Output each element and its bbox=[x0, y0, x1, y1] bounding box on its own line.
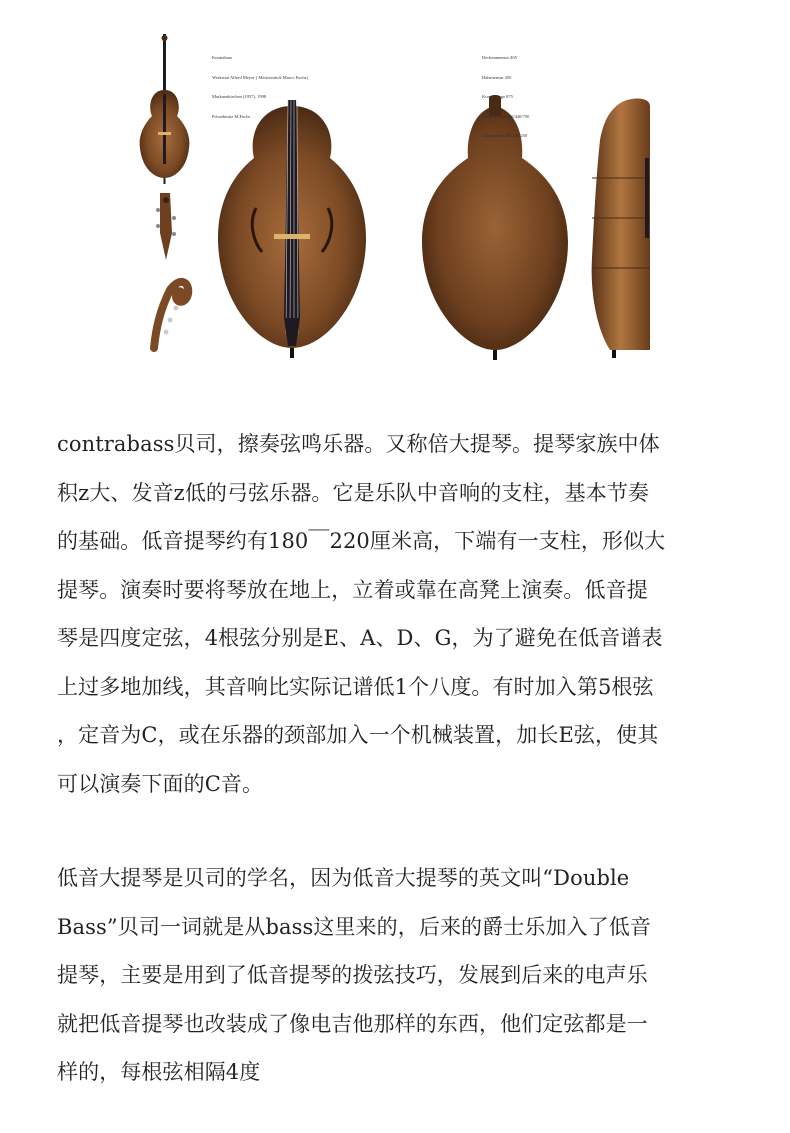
text-line: ，定音为C，或在乐器的颈部加入一个机械装置，加长E弦，使其 bbox=[57, 723, 659, 747]
text-line: 积z大、发音z低的弓弦乐器。它是乐队中音响的支柱，基本节奏 bbox=[57, 480, 650, 505]
pegbox-side-image bbox=[156, 193, 176, 260]
text-line: 的基础。低音提琴约有180￣220厘米高，下端有一支柱，形似大 bbox=[57, 529, 666, 553]
text-line: 提琴，主要是用到了低音提琴的拨弦技巧，发展到后来的电声乐 bbox=[57, 963, 648, 987]
text-line: Bass”贝司一词就是从bass这里来的，后来的爵士乐加入了低音 bbox=[57, 914, 651, 939]
text-line: 低音大提琴是贝司的学名，因为低音大提琴的英文叫“Double bbox=[57, 866, 630, 890]
caption-line: Privatbesitz M.Fuchs bbox=[212, 113, 251, 119]
text-line: 琴是四度定弦，4根弦分别是E、A、D、G，为了避免在低音谱表 bbox=[57, 626, 663, 650]
caption-line: Markneukirchen (1957), 1998 bbox=[212, 94, 267, 99]
article-body bbox=[57, 420, 737, 1097]
caption-line: Zargenhöhe 200/230/250 bbox=[482, 133, 528, 138]
text-line: 样的，每根弦相隔4度 bbox=[57, 1060, 261, 1084]
caption-line: Kontrabass bbox=[212, 55, 233, 60]
bass-front-view-image bbox=[218, 100, 366, 358]
caption-line: Werkstatt Alfred Meyer ( Meisterstück Marco Fuchs) bbox=[212, 74, 308, 80]
caption-line: Korpusbreite 350/440/750 bbox=[482, 113, 530, 119]
text-line: 上过多地加线，其音响比实际记谱低1个八度。有时加入第5根弦 bbox=[57, 674, 654, 699]
caption-line: Korpuslänge 875 bbox=[482, 94, 513, 99]
caption-line: Halsmensur 450 bbox=[482, 74, 512, 80]
double-bass-photo-figure bbox=[130, 28, 670, 368]
instrument-caption-left bbox=[212, 42, 308, 133]
text-line: 就把低音提琴也改装成了像电吉他那样的东西，他们定弦都是一 bbox=[57, 1011, 648, 1036]
double-bass-illustration bbox=[130, 28, 670, 368]
text-line: 可以演奏下面的C音。 bbox=[57, 771, 264, 796]
text-line: contrabass贝司，擦奏弦鸣乐器。又称倍大提琴。提琴家族中体 bbox=[57, 432, 660, 456]
small-full-bass-image bbox=[140, 34, 190, 184]
text-line: 提琴。演奏时要将琴放在地上，立着或靠在高凳上演奏。低音提 bbox=[57, 577, 648, 602]
instrument-caption-right bbox=[482, 42, 529, 153]
paragraph-contrabass-intro bbox=[57, 420, 737, 808]
scroll-side-image bbox=[154, 282, 188, 348]
bass-side-view-image bbox=[592, 99, 650, 358]
paragraph-double-bass-name bbox=[57, 854, 737, 1097]
caption-line: Deckenmensur 405 bbox=[482, 55, 517, 60]
